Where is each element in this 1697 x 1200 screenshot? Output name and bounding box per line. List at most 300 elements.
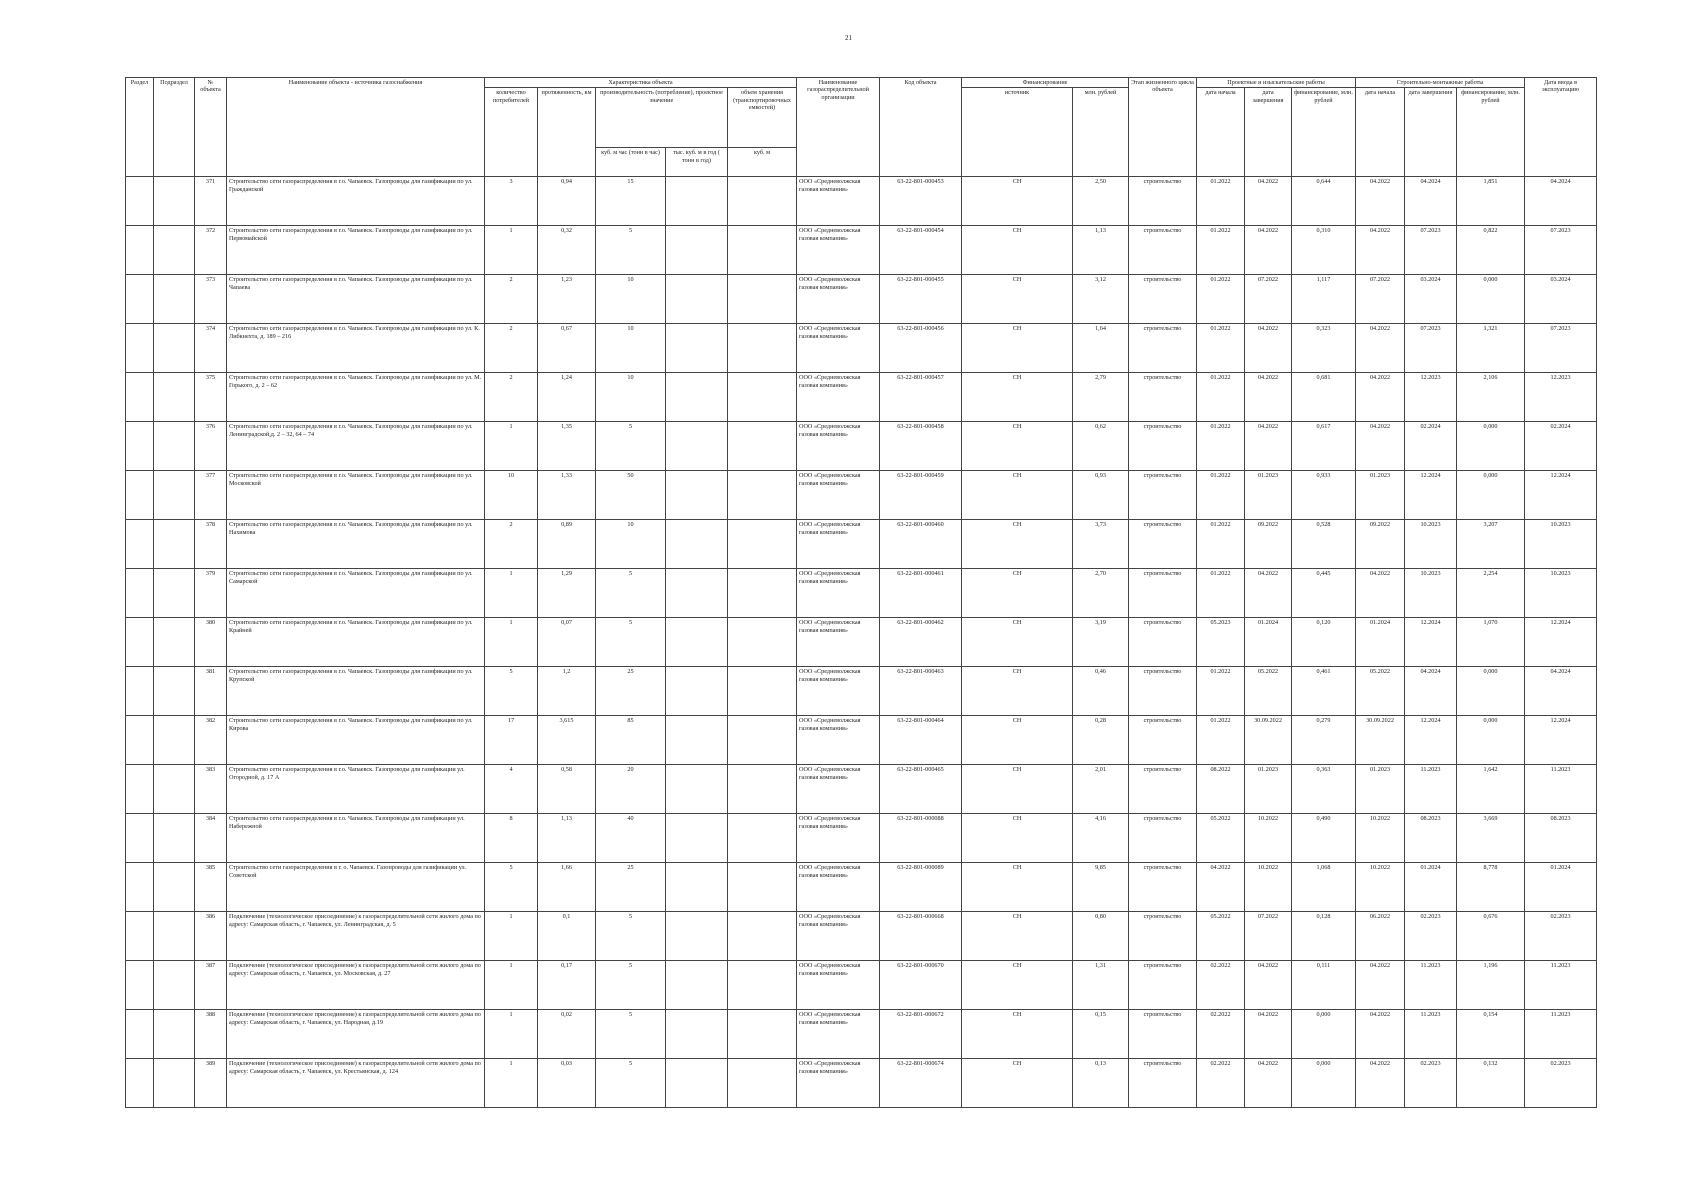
cell-data-vvoda: 12.2024: [1525, 618, 1597, 667]
cell-smr-start: 01.2024: [1356, 618, 1405, 667]
cell-nomer: 389: [195, 1059, 227, 1108]
cell-smr-start: 04.2022: [1356, 422, 1405, 471]
cell-smr-start: 01.2023: [1356, 765, 1405, 814]
cell-smr-fin: 2,106: [1457, 373, 1525, 422]
cell-smr-start: 04.2022: [1356, 226, 1405, 275]
cell-smr-end: 08.2023: [1405, 814, 1457, 863]
cell-proekt-end: 10.2022: [1245, 814, 1292, 863]
cell-podrazdel: [154, 422, 195, 471]
cell-data-vvoda: 10.2023: [1525, 520, 1597, 569]
cell-nomer: 378: [195, 520, 227, 569]
cell-nomer: 379: [195, 569, 227, 618]
cell-name: Строительство сети газораспределения в г.о. Чапаевск. Газопроводы для газификации по ул. Самарской: [227, 569, 485, 618]
cell-podrazdel: [154, 716, 195, 765]
cell-kub-chas: 10: [596, 520, 666, 569]
cell-etap: строительство: [1129, 961, 1197, 1010]
table-row: [126, 324, 1597, 373]
cell-tys-kub-god: [666, 569, 728, 618]
cell-proekt-end: 10.2022: [1245, 863, 1292, 912]
col-mln: млн. рублей: [1073, 88, 1129, 177]
cell-org: ООО «Средневолжская газовая компания»: [797, 765, 880, 814]
cell-proekt-start: 02.2022: [1197, 1010, 1245, 1059]
col-razdel: Раздел: [126, 78, 154, 177]
cell-smr-fin: 0,000: [1457, 471, 1525, 520]
cell-smr-fin: 2,254: [1457, 569, 1525, 618]
cell-org: ООО «Средневолжская газовая компания»: [797, 667, 880, 716]
cell-kub-m: [728, 716, 797, 765]
cell-kolichestvo: 1: [485, 226, 538, 275]
cell-podrazdel: [154, 226, 195, 275]
cell-razdel: [126, 912, 154, 961]
cell-smr-fin: 0,822: [1457, 226, 1525, 275]
cell-smr-end: 12.2024: [1405, 471, 1457, 520]
table-row: [126, 961, 1597, 1010]
cell-name: Строительство сети газораспределения в г.о. Чапаевск. Газопроводы для газификации по ул. М. Горького, д. 2 – 62: [227, 373, 485, 422]
col-proekt: Проектные и изыскательские работы: [1197, 78, 1356, 88]
cell-istochnik: СН: [962, 422, 1073, 471]
cell-etap: строительство: [1129, 520, 1197, 569]
cell-razdel: [126, 569, 154, 618]
cell-razdel: [126, 422, 154, 471]
cell-kod: 63-22-801-000457: [880, 373, 962, 422]
cell-kub-chas: 5: [596, 1010, 666, 1059]
table-row: [126, 275, 1597, 324]
cell-kod: 63-22-801-000465: [880, 765, 962, 814]
cell-smr-start: 04.2022: [1356, 961, 1405, 1010]
cell-smr-start: 09.2022: [1356, 520, 1405, 569]
cell-proekt-start: 01.2022: [1197, 667, 1245, 716]
cell-podrazdel: [154, 177, 195, 226]
cell-proekt-end: 07.2022: [1245, 912, 1292, 961]
cell-smr-fin: 1,321: [1457, 324, 1525, 373]
cell-podrazdel: [154, 324, 195, 373]
cell-kod: 63-22-801-000456: [880, 324, 962, 373]
cell-mln: 1,31: [1073, 961, 1129, 1010]
cell-smr-fin: 3,207: [1457, 520, 1525, 569]
cell-name: Строительство сети газораспределения в г.о. Чапаевск. Газопроводы для газификации по ул. К. Либкнехта, д. 189 – 216: [227, 324, 485, 373]
table-row: [126, 422, 1597, 471]
cell-etap: строительство: [1129, 569, 1197, 618]
col-podrazdel: Подраздел: [154, 78, 195, 177]
cell-name: Строительство сети газораспределения в г.о. Чапаевск. Газопроводы для газификации по ул. Московской: [227, 471, 485, 520]
cell-razdel: [126, 324, 154, 373]
cell-istochnik: СН: [962, 1059, 1073, 1108]
cell-data-vvoda: 04.2024: [1525, 667, 1597, 716]
cell-kolichestvo: 10: [485, 471, 538, 520]
cell-kub-chas: 25: [596, 667, 666, 716]
cell-kod: 63-22-801-000674: [880, 1059, 962, 1108]
cell-kub-m: [728, 1010, 797, 1059]
cell-kub-chas: 20: [596, 765, 666, 814]
cell-proekt-start: 04.2022: [1197, 863, 1245, 912]
cell-kub-m: [728, 667, 797, 716]
cell-proekt-start: 01.2022: [1197, 471, 1245, 520]
cell-smr-end: 12.2023: [1405, 373, 1457, 422]
cell-kub-m: [728, 1059, 797, 1108]
cell-etap: строительство: [1129, 324, 1197, 373]
col-nomer: № объекта: [195, 78, 227, 177]
cell-proekt-fin: 0,461: [1292, 667, 1356, 716]
cell-proekt-start: 05.2022: [1197, 814, 1245, 863]
cell-smr-start: 04.2022: [1356, 373, 1405, 422]
cell-name: Подключение (технологическое присоединение) к газораспределительной сети жилого дома по адресу: Самарская область, г. Чапаевск, ул. Крестьянская, д. 124: [227, 1059, 485, 1108]
col-characteristics: Характеристика объекта: [485, 78, 797, 88]
cell-proekt-start: 01.2022: [1197, 520, 1245, 569]
cell-smr-end: 11.2023: [1405, 1010, 1457, 1059]
cell-mln: 1,64: [1073, 324, 1129, 373]
cell-proekt-start: 01.2022: [1197, 422, 1245, 471]
col-etap: Этап жизненного цикла объекта: [1129, 78, 1197, 177]
col-proekt-end: дата завершения: [1245, 88, 1292, 177]
cell-mln: 0,62: [1073, 422, 1129, 471]
cell-istochnik: СН: [962, 618, 1073, 667]
col-smr: Строительно-монтажные работы: [1356, 78, 1525, 88]
cell-proekt-start: 01.2022: [1197, 324, 1245, 373]
cell-tys-kub-god: [666, 765, 728, 814]
cell-smr-start: 04.2022: [1356, 324, 1405, 373]
cell-nomer: 377: [195, 471, 227, 520]
cell-protyazhennost: 0,32: [538, 226, 596, 275]
cell-razdel: [126, 765, 154, 814]
cell-org: ООО «Средневолжская газовая компания»: [797, 618, 880, 667]
col-proekt-fin: финансирование, млн. рублей: [1292, 88, 1356, 177]
col-protyazhennost: протяженность, км: [538, 88, 596, 177]
cell-proekt-end: 01.2023: [1245, 765, 1292, 814]
cell-kod: 63-22-801-000455: [880, 275, 962, 324]
col-tys-kub-god: тыс. куб. м в год ( тонн в год): [666, 148, 728, 177]
cell-podrazdel: [154, 618, 195, 667]
table-row: [126, 863, 1597, 912]
cell-smr-fin: 0,000: [1457, 716, 1525, 765]
cell-smr-end: 11.2023: [1405, 765, 1457, 814]
cell-kod: 63-22-801-000453: [880, 177, 962, 226]
cell-podrazdel: [154, 275, 195, 324]
cell-mln: 0,80: [1073, 912, 1129, 961]
cell-data-vvoda: 02.2023: [1525, 912, 1597, 961]
cell-org: ООО «Средневолжская газовая компания»: [797, 961, 880, 1010]
cell-name: Подключение (технологическое присоединение) к газораспределительной сети жилого дома по адресу: Самарская область, г. Чапаевск, ул. Московская, д. 27: [227, 961, 485, 1010]
cell-smr-end: 12.2024: [1405, 716, 1457, 765]
cell-proekt-start: 01.2022: [1197, 226, 1245, 275]
cell-protyazhennost: 0,58: [538, 765, 596, 814]
cell-kub-chas: 25: [596, 863, 666, 912]
cell-tys-kub-god: [666, 961, 728, 1010]
cell-proekt-fin: 0,363: [1292, 765, 1356, 814]
cell-smr-end: 02.2023: [1405, 912, 1457, 961]
cell-kolichestvo: 2: [485, 373, 538, 422]
cell-proekt-fin: 0,323: [1292, 324, 1356, 373]
cell-razdel: [126, 1010, 154, 1059]
cell-etap: строительство: [1129, 177, 1197, 226]
cell-protyazhennost: 1,29: [538, 569, 596, 618]
cell-org: ООО «Средневолжская газовая компания»: [797, 814, 880, 863]
cell-podrazdel: [154, 520, 195, 569]
cell-proekt-start: 08.2022: [1197, 765, 1245, 814]
cell-mln: 2,70: [1073, 569, 1129, 618]
cell-kub-chas: 85: [596, 716, 666, 765]
table-row: [126, 1059, 1597, 1108]
cell-kod: 63-22-801-000454: [880, 226, 962, 275]
cell-data-vvoda: 07.2023: [1525, 324, 1597, 373]
cell-kub-chas: 5: [596, 1059, 666, 1108]
cell-smr-fin: 1,851: [1457, 177, 1525, 226]
cell-nomer: 375: [195, 373, 227, 422]
cell-tys-kub-god: [666, 373, 728, 422]
table-row: [126, 716, 1597, 765]
cell-name: Строительство сети газораспределения в г.о. Чапаевск. Газопроводы для газификации по ул. Крупской: [227, 667, 485, 716]
cell-protyazhennost: 0,89: [538, 520, 596, 569]
cell-etap: строительство: [1129, 863, 1197, 912]
cell-etap: строительство: [1129, 226, 1197, 275]
table-row: [126, 1010, 1597, 1059]
cell-smr-end: 02.2024: [1405, 422, 1457, 471]
col-proekt-start: дата начала: [1197, 88, 1245, 177]
table-row: [126, 520, 1597, 569]
table-row: [126, 814, 1597, 863]
cell-proekt-end: 07.2022: [1245, 275, 1292, 324]
cell-proekt-fin: 0,933: [1292, 471, 1356, 520]
cell-razdel: [126, 961, 154, 1010]
cell-kub-m: [728, 814, 797, 863]
cell-istochnik: СН: [962, 520, 1073, 569]
table-row: [126, 765, 1597, 814]
cell-istochnik: СН: [962, 863, 1073, 912]
cell-proekt-fin: 1,117: [1292, 275, 1356, 324]
cell-mln: 0,13: [1073, 1059, 1129, 1108]
cell-tys-kub-god: [666, 520, 728, 569]
cell-kolichestvo: 1: [485, 1059, 538, 1108]
cell-proekt-fin: 0,644: [1292, 177, 1356, 226]
cell-kod: 63-22-801-000668: [880, 912, 962, 961]
cell-org: ООО «Средневолжская газовая компания»: [797, 422, 880, 471]
cell-razdel: [126, 1059, 154, 1108]
cell-istochnik: СН: [962, 373, 1073, 422]
cell-mln: 3,19: [1073, 618, 1129, 667]
cell-smr-end: 07.2023: [1405, 324, 1457, 373]
cell-kub-m: [728, 177, 797, 226]
cell-protyazhennost: 1,13: [538, 814, 596, 863]
cell-proekt-fin: 1,068: [1292, 863, 1356, 912]
cell-razdel: [126, 471, 154, 520]
cell-proekt-end: 01.2024: [1245, 618, 1292, 667]
table-row: [126, 912, 1597, 961]
cell-protyazhennost: 0,94: [538, 177, 596, 226]
cell-data-vvoda: 08.2023: [1525, 814, 1597, 863]
cell-podrazdel: [154, 912, 195, 961]
cell-mln: 0,46: [1073, 667, 1129, 716]
cell-name: Строительство сети газораспределения в г.о. Чапаевск. Газопроводы для газификации ул. Огородной, д. 17 А: [227, 765, 485, 814]
cell-smr-fin: 1,070: [1457, 618, 1525, 667]
table-row: [126, 471, 1597, 520]
cell-etap: строительство: [1129, 1059, 1197, 1108]
cell-name: Строительство сети газораспределения в г.о. Чапаевск. Газопроводы для газификации по ул. Крайней: [227, 618, 485, 667]
cell-proekt-fin: 0,310: [1292, 226, 1356, 275]
cell-podrazdel: [154, 667, 195, 716]
cell-proekt-end: 04.2022: [1245, 422, 1292, 471]
cell-etap: строительство: [1129, 667, 1197, 716]
cell-nomer: 373: [195, 275, 227, 324]
cell-kolichestvo: 1: [485, 912, 538, 961]
cell-razdel: [126, 667, 154, 716]
cell-proekt-start: 02.2022: [1197, 961, 1245, 1010]
cell-kub-m: [728, 863, 797, 912]
cell-podrazdel: [154, 961, 195, 1010]
cell-kub-chas: 5: [596, 422, 666, 471]
table-row: [126, 618, 1597, 667]
cell-data-vvoda: 02.2024: [1525, 422, 1597, 471]
cell-kod: 63-22-801-000462: [880, 618, 962, 667]
col-kod: Код объекта: [880, 78, 962, 177]
cell-mln: 2,01: [1073, 765, 1129, 814]
col-data-vvoda: Дата ввода в эксплуатацию: [1525, 78, 1597, 177]
table-row: [126, 569, 1597, 618]
cell-podrazdel: [154, 814, 195, 863]
cell-nomer: 381: [195, 667, 227, 716]
cell-kub-chas: 40: [596, 814, 666, 863]
cell-kod: 63-22-801-000088: [880, 814, 962, 863]
cell-smr-start: 04.2022: [1356, 1059, 1405, 1108]
cell-nomer: 384: [195, 814, 227, 863]
cell-protyazhennost: 0,07: [538, 618, 596, 667]
cell-kub-m: [728, 324, 797, 373]
cell-smr-start: 04.2022: [1356, 1010, 1405, 1059]
cell-data-vvoda: 10.2023: [1525, 569, 1597, 618]
cell-data-vvoda: 11.2023: [1525, 765, 1597, 814]
cell-kub-m: [728, 618, 797, 667]
cell-kub-m: [728, 961, 797, 1010]
cell-podrazdel: [154, 1010, 195, 1059]
cell-data-vvoda: 03.2024: [1525, 275, 1597, 324]
cell-smr-start: 07.2022: [1356, 275, 1405, 324]
cell-etap: строительство: [1129, 814, 1197, 863]
cell-etap: строительство: [1129, 422, 1197, 471]
table-header: [126, 78, 1597, 177]
cell-razdel: [126, 373, 154, 422]
cell-podrazdel: [154, 863, 195, 912]
cell-tys-kub-god: [666, 1059, 728, 1108]
cell-smr-start: 04.2022: [1356, 569, 1405, 618]
cell-tys-kub-god: [666, 667, 728, 716]
cell-mln: 3,12: [1073, 275, 1129, 324]
cell-org: ООО «Средневолжская газовая компания»: [797, 569, 880, 618]
cell-smr-fin: 0,154: [1457, 1010, 1525, 1059]
cell-etap: строительство: [1129, 912, 1197, 961]
cell-smr-end: 10.2023: [1405, 520, 1457, 569]
cell-smr-end: 04.2024: [1405, 177, 1457, 226]
col-name: Наименование объекта - источника газоснабжения: [227, 78, 485, 177]
cell-data-vvoda: 12.2023: [1525, 373, 1597, 422]
cell-proekt-end: 04.2022: [1245, 1059, 1292, 1108]
cell-smr-fin: 3,669: [1457, 814, 1525, 863]
cell-nomer: 382: [195, 716, 227, 765]
cell-nomer: 374: [195, 324, 227, 373]
cell-kolichestvo: 3: [485, 177, 538, 226]
cell-org: ООО «Средневолжская газовая компания»: [797, 226, 880, 275]
cell-proekt-fin: 0,120: [1292, 618, 1356, 667]
cell-data-vvoda: 12.2024: [1525, 471, 1597, 520]
page-number: 21: [845, 34, 852, 42]
cell-smr-start: 06.2022: [1356, 912, 1405, 961]
cell-proekt-end: 04.2022: [1245, 177, 1292, 226]
cell-data-vvoda: 04.2024: [1525, 177, 1597, 226]
cell-protyazhennost: 1,66: [538, 863, 596, 912]
cell-kolichestvo: 1: [485, 1010, 538, 1059]
cell-razdel: [126, 275, 154, 324]
cell-protyazhennost: 1,24: [538, 373, 596, 422]
cell-kolichestvo: 2: [485, 275, 538, 324]
cell-protyazhennost: 0,02: [538, 1010, 596, 1059]
cell-smr-fin: 1,196: [1457, 961, 1525, 1010]
cell-org: ООО «Средневолжская газовая компания»: [797, 373, 880, 422]
cell-tys-kub-god: [666, 177, 728, 226]
cell-podrazdel: [154, 1059, 195, 1108]
cell-istochnik: СН: [962, 275, 1073, 324]
cell-etap: строительство: [1129, 618, 1197, 667]
cell-nomer: 383: [195, 765, 227, 814]
cell-kub-m: [728, 226, 797, 275]
cell-kolichestvo: 4: [485, 765, 538, 814]
cell-mln: 0,15: [1073, 1010, 1129, 1059]
col-finansirovanie: Финансирование: [962, 78, 1129, 88]
cell-tys-kub-god: [666, 863, 728, 912]
cell-etap: строительство: [1129, 1010, 1197, 1059]
cell-etap: строительство: [1129, 275, 1197, 324]
cell-razdel: [126, 814, 154, 863]
cell-kub-m: [728, 422, 797, 471]
cell-smr-fin: 0,676: [1457, 912, 1525, 961]
cell-etap: строительство: [1129, 471, 1197, 520]
cell-proekt-fin: 0,279: [1292, 716, 1356, 765]
cell-kub-chas: 5: [596, 618, 666, 667]
cell-tys-kub-god: [666, 422, 728, 471]
cell-kod: 63-22-801-000460: [880, 520, 962, 569]
cell-proekt-fin: 0,000: [1292, 1059, 1356, 1108]
cell-etap: строительство: [1129, 373, 1197, 422]
cell-istochnik: СН: [962, 177, 1073, 226]
cell-nomer: 387: [195, 961, 227, 1010]
cell-smr-start: 10.2022: [1356, 863, 1405, 912]
cell-kub-chas: 10: [596, 324, 666, 373]
cell-proekt-start: 05.2023: [1197, 618, 1245, 667]
cell-protyazhennost: 3,615: [538, 716, 596, 765]
cell-smr-end: 03.2024: [1405, 275, 1457, 324]
col-proizvoditelnost: производительность (потребление), проектное значение: [596, 88, 728, 148]
cell-kolichestvo: 1: [485, 618, 538, 667]
cell-name: Строительство сети газораспределения в г.о. Чапаевск. Газопроводы для газификации по ул. Нахимова: [227, 520, 485, 569]
cell-kolichestvo: 1: [485, 961, 538, 1010]
cell-tys-kub-god: [666, 814, 728, 863]
cell-kub-m: [728, 471, 797, 520]
cell-org: ООО «Средневолжская газовая компания»: [797, 863, 880, 912]
cell-nomer: 371: [195, 177, 227, 226]
cell-mln: 4,16: [1073, 814, 1129, 863]
cell-kub-chas: 5: [596, 961, 666, 1010]
cell-kub-chas: 5: [596, 226, 666, 275]
cell-kub-m: [728, 520, 797, 569]
cell-proekt-start: 01.2022: [1197, 569, 1245, 618]
cell-protyazhennost: 0,1: [538, 912, 596, 961]
cell-proekt-fin: 0,111: [1292, 961, 1356, 1010]
cell-etap: строительство: [1129, 765, 1197, 814]
table-row: [126, 667, 1597, 716]
investment-program-table: [125, 77, 1597, 1108]
cell-smr-fin: 0,000: [1457, 667, 1525, 716]
table-row: [126, 373, 1597, 422]
cell-tys-kub-god: [666, 716, 728, 765]
cell-smr-fin: 1,642: [1457, 765, 1525, 814]
cell-istochnik: СН: [962, 471, 1073, 520]
cell-proekt-fin: 0,000: [1292, 1010, 1356, 1059]
